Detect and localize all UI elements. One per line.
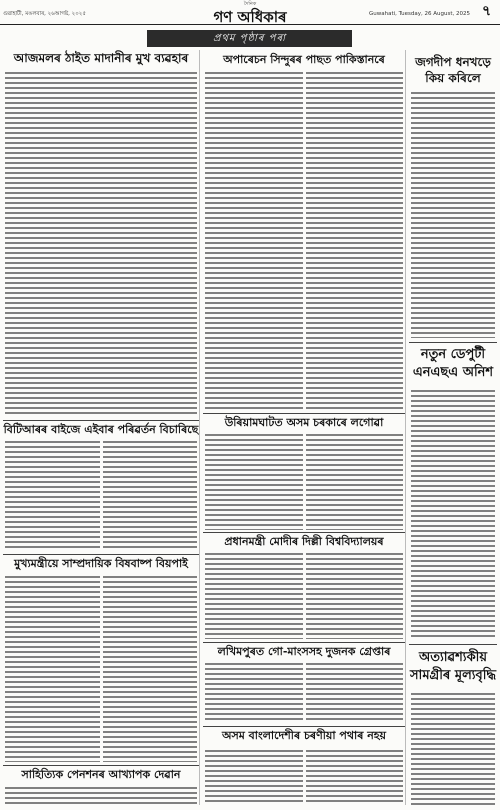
- newspaper-name: গণ অধিকাৰ: [213, 8, 287, 26]
- headline-btr: বিটিআৰৰ বাইজে এইবাৰ পৰিৱৰ্তন বিচাৰিছে: [3, 423, 199, 436]
- divider: [203, 726, 405, 727]
- masthead-date-assamese: গুৱাহাটী, মঙলবাৰ, ২৬আগষ্ট, ২০২৫: [3, 11, 86, 17]
- divider: [409, 342, 497, 343]
- middle-column: [203, 50, 406, 805]
- headline-essential-prices: অত্যাৱশ্যকীয় সামগ্ৰীৰ মূল্যবৃদ্ধি: [409, 650, 497, 683]
- article-body: [205, 434, 303, 530]
- headline-operation-sindoor: অপাৰেচন সিন্দুৰৰ পাছত পাকিস্তানৰে: [223, 53, 385, 66]
- divider: [3, 420, 199, 421]
- article-body: [103, 441, 197, 551]
- divider: [409, 644, 497, 645]
- article-body: [205, 750, 303, 805]
- headline-delhi-university: প্ৰধানমন্ত্ৰী মোদীৰ দিল্লী বিশ্ববিদ্যালয়ৰ: [224, 535, 384, 548]
- article-body: [411, 693, 495, 805]
- article-body: [5, 787, 197, 805]
- article-body: [5, 441, 100, 551]
- masthead-daily-label: দৈনিক: [243, 1, 257, 7]
- article-body: [411, 92, 495, 338]
- headline-uriamghat: উৰিয়ামঘাটত অসম চৰকাৰে লগোৱা: [224, 416, 384, 429]
- masthead-date-english: Guwahati, Tuesday, 26 August, 2025: [368, 11, 470, 17]
- masthead: [0, 0, 500, 25]
- article-body: [306, 72, 403, 410]
- right-column: [409, 50, 497, 805]
- article-body: [306, 434, 403, 530]
- article-body: [205, 72, 303, 410]
- divider: [203, 413, 405, 414]
- article-body: [205, 553, 303, 639]
- divider: [203, 642, 405, 643]
- article-body: [5, 72, 197, 417]
- article-body: [306, 663, 403, 723]
- headline-literary-pension: সাহিত্যিক পেনশনৰ আখ্যাপক দেৱান: [21, 768, 181, 781]
- divider: [203, 532, 405, 533]
- headline-ajmal: আজমলৰ ঠাইত মাদানীৰ মুখ ব্যৱহাৰ: [13, 51, 189, 65]
- article-body: [103, 576, 197, 762]
- headline-deputy-nsa: নতুন ডেপুটী এনএছএ অনিশ: [412, 347, 494, 380]
- section-banner: প্ৰথম পৃষ্ঠাৰ পৰা: [147, 30, 352, 47]
- headline-chief-minister: মুখ্যমন্ত্ৰীয়ে সাম্প্ৰদায়িক বিষবাষ্প বিয়পাই: [14, 557, 188, 570]
- headline-lakhimpur-arrest: লখিমপুৰত গো-মাংসসহ দুজনক গ্ৰেপ্তাৰ: [217, 645, 391, 658]
- headline-dhankhar: জগদীপ ধনখড়ে কিয় কৰিলে: [415, 55, 491, 86]
- divider: [3, 765, 199, 766]
- article-body: [205, 663, 303, 723]
- article-body: [5, 576, 100, 762]
- page-number: ৭: [481, 3, 492, 19]
- article-body: [411, 390, 495, 640]
- left-column: [3, 50, 200, 805]
- article-body: [306, 750, 403, 805]
- headline-grazing-field: অসম বাংলাদেশীৰ চৰণীয়া পথাৰ নহয়: [221, 729, 387, 742]
- article-body: [306, 553, 403, 639]
- divider: [3, 554, 199, 555]
